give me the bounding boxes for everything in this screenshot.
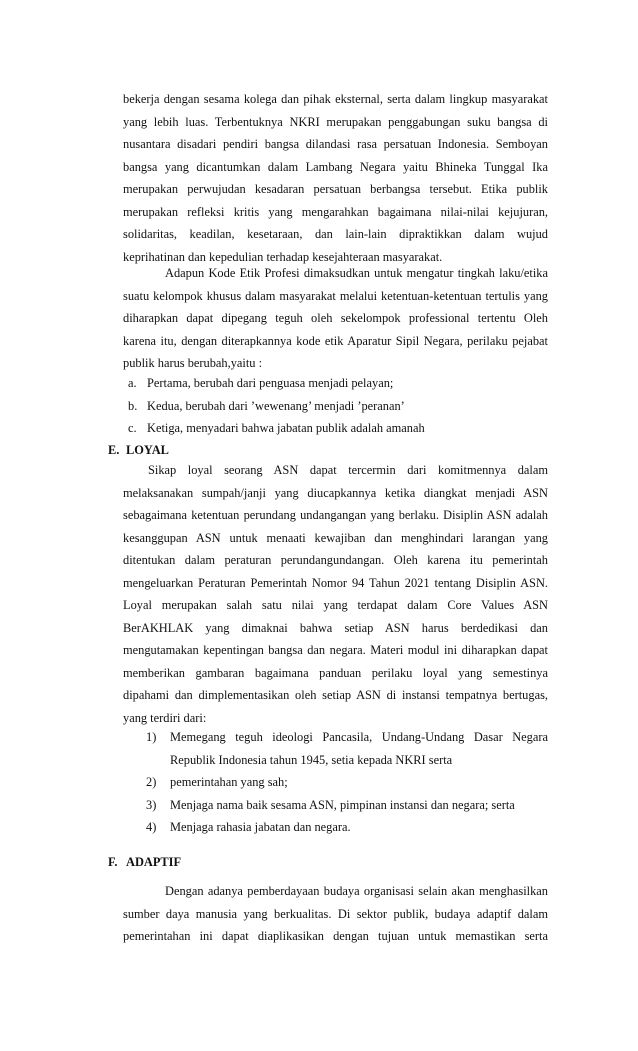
text-line: mengeluarkan Peraturan Pemerintah Nomor 94 Tahun 2021 tentang Disiplin ASN. — [123, 575, 548, 590]
text-line: yang lebih luas. Terbentuknya NKRI merupakan penggabungan suku bangsa di — [123, 114, 548, 129]
list-item-text: Kedua, berubah dari ’wewenang’ menjadi ’peranan’ — [147, 398, 405, 413]
list-marker: 4) — [146, 820, 157, 834]
text-line: Loyal merupakan salah satu nilai yang terdapat dalam Core Values ASN — [123, 598, 548, 612]
list-item-text: Republik Indonesia tahun 1945, setia kepada NKRI serta — [170, 752, 453, 767]
section-heading-loyal — [108, 440, 308, 460]
text-line: merupakan refleksi kritis yang mengarahkan bagaimana nilai-nilai kejujuran, — [123, 204, 548, 219]
list-item — [146, 816, 548, 839]
text-line: diharapkan dapat dipegang teguh oleh sekelompok professional tertentu Oleh — [123, 311, 548, 325]
text-line: mengutamakan kepentingan bangsa dan negara. Materi modul ini diharapkan dapat — [123, 643, 548, 657]
text-line: Adapun Kode Etik Profesi dimaksudkan untuk mengatur tingkah laku/etika — [165, 266, 548, 280]
text-line: keprihatinan dan kepedulian terhadap kesejahteraan masyarakat. — [123, 249, 443, 264]
text-line: pemerintahan ini dapat diaplikasikan dengan tujuan untuk memastikan serta — [123, 929, 548, 943]
text-line: dipahami dan dimplementasikan oleh setiap ASN di instansi tempatnya bertugas, — [123, 688, 548, 702]
text-line: merupakan perwujudan kesadaran persatuan berbangsa tersebut. Etika publik — [123, 182, 548, 196]
list-item — [128, 372, 548, 395]
list-item — [128, 417, 548, 440]
paragraph-etika-publik — [123, 88, 548, 268]
list-marker: 1) — [146, 730, 157, 744]
list-marker: 2) — [146, 775, 157, 789]
text-line: nusantara disadari pendiri bangsa dilandasi rasa persatuan Indonesia. Semboyan — [123, 137, 548, 151]
text-line: Dengan adanya pemberdayaan budaya organisasi selain akan menghasilkan — [165, 884, 548, 898]
list-perubahan — [128, 372, 548, 440]
text-line: melaksanakan sumpah/janji yang diucapkannya ketika diangkat menjadi ASN — [123, 485, 548, 500]
section-title: LOYAL — [126, 443, 169, 457]
text-line: karena itu, dengan diterapkannya kode etik Aparatur Sipil Negara, perilaku pejabat — [123, 333, 548, 348]
text-line: BerAKHLAK yang dimaknai bahwa setiap ASN harus berdedikasi dan — [123, 620, 548, 635]
paragraph-loyal — [123, 459, 548, 729]
list-marker: 3) — [146, 797, 157, 812]
section-letter: F. — [108, 855, 118, 869]
paragraph-adaptif — [123, 880, 548, 948]
list-marker: b. — [128, 398, 138, 413]
list-item-text: Memegang teguh ideologi Pancasila, Undang-Undang Dasar Negara — [170, 730, 548, 744]
list-item — [146, 771, 548, 794]
paragraph-kode-etik — [123, 262, 548, 375]
list-perilaku-loyal — [146, 726, 548, 839]
text-line: bekerja dengan sesama kolega dan pihak eksternal, serta dalam lingkup masyarakat — [123, 92, 548, 106]
list-item — [146, 726, 548, 749]
section-heading-adaptif — [108, 852, 308, 872]
list-item-text: Menjaga nama baik sesama ASN, pimpinan instansi dan negara; serta — [170, 797, 515, 812]
list-item — [146, 794, 548, 817]
list-item-text: Menjaga rahasia jabatan dan negara. — [170, 820, 351, 834]
list-item-text: pemerintahan yang sah; — [170, 775, 288, 789]
text-line: sumber daya manusia yang berkualitas. Di sektor publik, budaya adaptif dalam — [123, 906, 548, 921]
text-line: Sikap loyal seorang ASN dapat tercermin dari komitmennya dalam — [148, 463, 548, 477]
text-line: suatu kelompok khusus dalam masyarakat melalui ketentuan-ketentuan tertulis yang — [123, 288, 548, 303]
text-line: memberikan gambaran bagaimana panduan perilaku loyal yang semestinya — [123, 665, 548, 680]
list-marker: a. — [128, 376, 137, 390]
text-line: publik harus berubah,yaitu : — [123, 356, 263, 370]
list-item-text: Ketiga, menyadari bahwa jabatan publik adalah amanah — [147, 421, 425, 435]
text-line: ditentukan dalam peraturan perundangundangan. Oleh karena itu pemerintah — [123, 553, 548, 567]
text-line: yang terdiri dari: — [123, 710, 207, 725]
list-item-continuation — [146, 749, 548, 772]
section-title: ADAPTIF — [126, 855, 182, 869]
text-line: solidaritas, keadilan, kesetaraan, dan lain-lain dipraktikkan dalam wujud — [123, 227, 548, 241]
text-line: kesanggupan ASN untuk menaati kewajiban dan menghindari larangan yang — [123, 530, 548, 545]
list-item-text: Pertama, berubah dari penguasa menjadi pelayan; — [147, 376, 394, 390]
list-marker: c. — [128, 421, 137, 435]
list-item — [128, 395, 548, 418]
text-line: bangsa yang dicantumkan dalam Lambang Negara yaitu Bhineka Tunggal Ika — [123, 159, 548, 174]
section-letter: E. — [108, 443, 120, 457]
text-line: sebagaimana ketentuan perundang undangangan yang berlaku. Disiplin ASN adalah — [123, 508, 548, 522]
